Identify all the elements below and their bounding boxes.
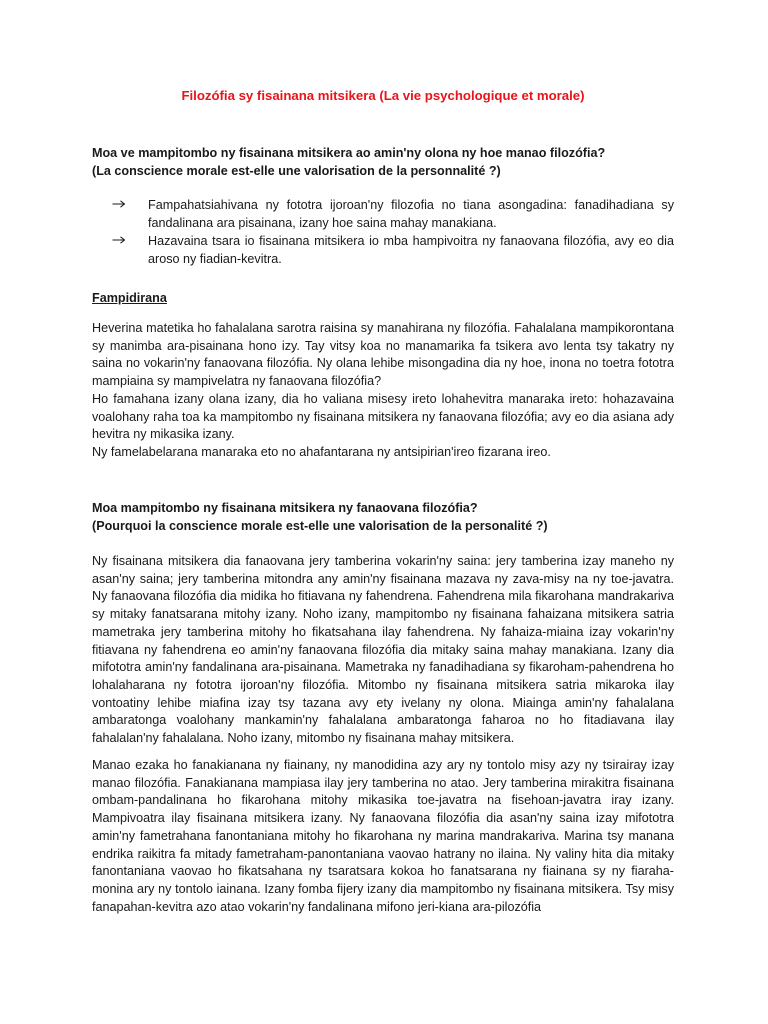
question-heading-1 [92, 145, 674, 180]
bullet-item [112, 232, 674, 268]
question-2-line-2: (Pourquoi la conscience morale est-elle une valorisation de la personalité ?) [92, 518, 548, 533]
question-heading-2 [92, 500, 674, 535]
question-1-line-1: Moa ve mampitombo ny fisainana mitsikera ao amin'ny olona ny hoe manao filozófia? [92, 146, 606, 160]
bullet-text: Fampahatsiahivana ny fototra ijoroan'ny filozofia no tiana asongadina: fanadihadiana sy fandalinana ara pisainana, izany hoe saina mahay manakiana. [148, 198, 674, 230]
question-1-line-2: (La conscience morale est-elle une valorisation de la personnalité ?) [92, 163, 501, 178]
bullet-item [112, 196, 674, 232]
intro-text-2: Ho famahana izany olana izany, dia ho valiana misesy ireto lohahevitra manaraka ireto: hohazavaina voalohany raha toa ka mampitombo ny fisainana mitsikera ny fanaovana filozófia; avy eo dia asiana ady hevitra ny mikasika izany. [92, 391, 674, 442]
body-paragraph: Manao ezaka ho fanakianana ny fiainany, ny manodidina azy ary ny tontolo misy azy ny tsirairay izay manao filozófia. Fanakianana mampiasa ilay jery tamberina no atao. Jery tamberina mirakitra fisainana ombam-pandalinana ho fikarohana mitohy mikasika toe-javatra na fisehoan-javatra iray izany. Mampivoatra ilay fisainana mitsikera izany. Ny fanaovana filozófia dia asan'ny saina izay mifototra amin'ny fametrahana fanontaniana mitohy ho fikarohana ny marina mandrakariva. Marina tsy manana endrika raikitra fa mitady fametraham-panontaniana vaovao hatrany no ilaina. Ny valiny hita dia mitaky fanontaniana vaovao ho fikatsahana ny tsaratsara kokoa ho fanatsarana ny fiainana sy ny fiaraha-monina ary ny tontolo iainana. Izany fomba fijery izany dia mampitombo ny fisainana mitsikera. Tsy misy fanapahan-kevitra azo atao vokarin'ny fandalinana mifono jeri-kiana ara-pilozófia [92, 758, 674, 914]
intro-text-3: Ny famelabelarana manaraka eto no ahafantarana ny antsipirian'ireo fizarana ireo. [92, 444, 551, 459]
question-2-line-1: Moa mampitombo ny fisainana mitsikera ny fanaovana filozófia? [92, 501, 478, 515]
arrow-right-icon [112, 196, 132, 214]
section-heading-introduction: Fampidirana [92, 291, 167, 305]
bullet-text: Hazavaina tsara io fisainana mitsikera io mba hampivoitra ny fanaovana filozófia, avy eo dia aroso ny fiadian-kevitra. [148, 234, 674, 266]
document-title: Filozófia sy fisainana mitsikera (La vie psychologique et morale) [181, 88, 585, 103]
bullet-list [112, 196, 674, 268]
body-paragraph: Ny fisainana mitsikera dia fanaovana jery tamberina vokarin'ny saina: jery tamberina izay maneho ny asan'ny saina; jery tamberina mitondra any amin'ny fisainana mazava ny zava-misy na ny toe-javatra. Ny fanaovana filozófia dia midika ho fitiavana ny fahendrena. Fahendrena mila fikarohana mandrakariva sy mitaky fanatsarana mitohy izany. Noho izany, mampitombo ny fisainana fahaizana mitsikera satria mametraka jery tamberina mitohy ho fikatsahana ilay fahendrena. Ny fahaiza-miaina izay vokarin'ny fitiavana ny fahendrena eo amin'ny fanaovana filozófia dia mitaky saina mahay manakiana. Izany dia mifototra amin'ny fandalinana ara-pisainana. Mametraka ny fanadihadiana sy fikaroham-pahendrena ho lohalaharana ny fototra ijoroan'ny filozófia. Mitombo ny fisainana mitsikera satria mikaroka ilay vontoatiny lehibe miafina izay tsy tazana avy ety ivelany ny olona. Miainga amin'ny fahalalana ambaratonga voalohany mankamin'ny fahalalana ambaratonga faharoa no ho fitadiavana ilay fahalalan'ny fahalalana. Noho izany, mitombo ny fisainana mahay mitsikera. [92, 554, 674, 746]
arrow-right-icon [112, 232, 132, 250]
intro-text-1: Heverina matetika ho fahalalana sarotra raisina sy manahirana ny filozófia. Fahalalana mampikorontana sy manimba ara-pisainana hono izy. Tay vitsy koa no manamarika fa tsikera avo lenta tsy takatry ny saina no vokarin'ny fanaovana filozófia. Ny olana lehibe misongadina dia ny hoe, inona no toetra fototra mampiaina sy mampivelatra ny fanaovana filozófia? [92, 321, 674, 389]
introduction-paragraph [92, 320, 674, 462]
